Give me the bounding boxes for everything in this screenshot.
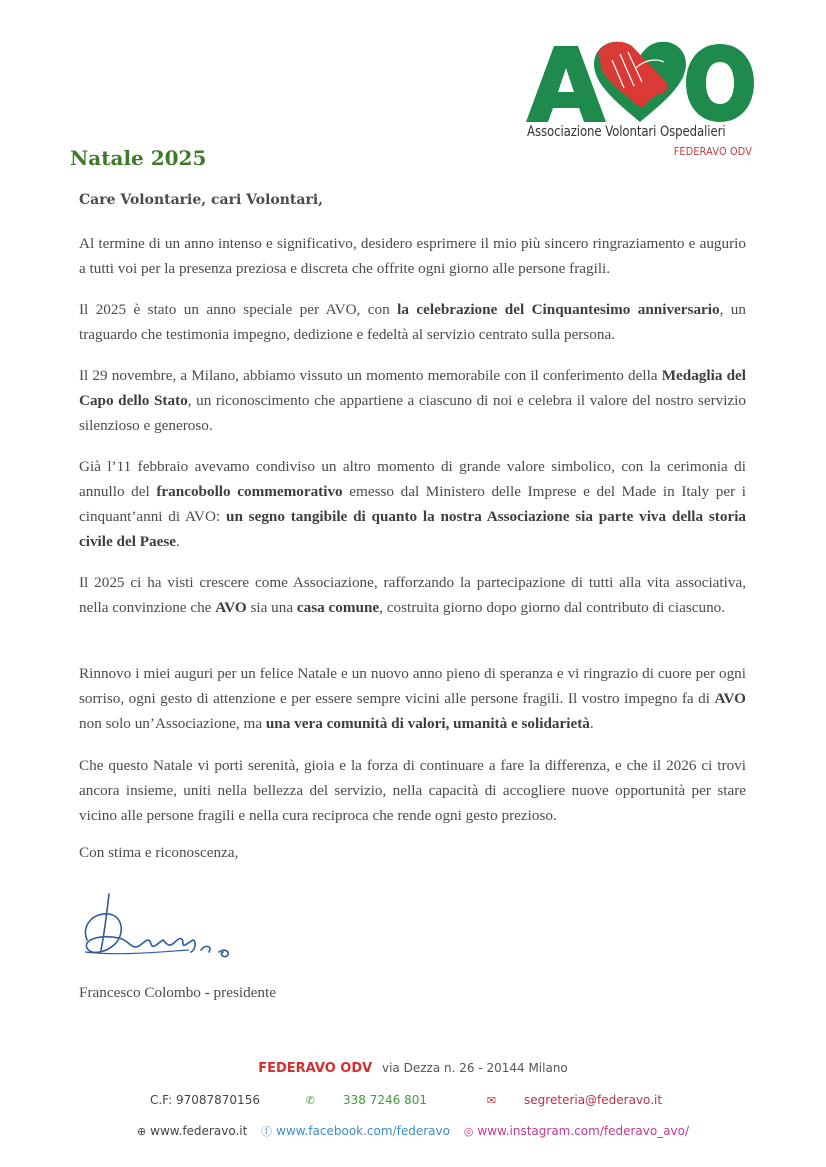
signer-name: Francesco Colombo - presidente xyxy=(79,984,276,1001)
globe-icon: ⊕ xyxy=(136,1125,147,1138)
paragraph xyxy=(79,753,746,828)
paragraph xyxy=(79,570,746,620)
bold-text: un segno tangibile di quanto la nostra Associazione sia parte viva della storia civile del Paese xyxy=(79,508,747,550)
footer-address-line xyxy=(0,1061,826,1076)
avo-logo-mark xyxy=(524,38,756,124)
avo-logo xyxy=(524,38,756,163)
bold-text: Medaglia del Capo dello Stato xyxy=(79,367,746,409)
bold-text: AVO xyxy=(714,690,746,707)
logo-org-tag: FEDERAVO ODV xyxy=(673,145,752,158)
salutation: Care Volontarie, cari Volontari, xyxy=(79,192,324,208)
text-run: Il 2025 è stato un anno speciale per AVO, con xyxy=(79,301,398,318)
paragraph xyxy=(79,297,746,347)
phone-icon: ✆ xyxy=(305,1094,316,1107)
text-run: Il 2025 ci ha visti crescere come Associazione, rafforzando la partecipazione di tutti alla vita associativa, nella convinzione che xyxy=(79,574,746,616)
bold-text: una vera comunità di valori, umanità e solidarietà xyxy=(265,715,590,732)
bold-text: casa comune xyxy=(296,599,380,616)
footer-phone-number: 338 7246 801 xyxy=(343,1093,427,1107)
text-run: Il 29 novembre, a Milano, abbiamo vissuto un momento memorabile con il conferimento della xyxy=(79,367,662,384)
text-run: Che questo Natale vi porti serenità, gioia e la forza di continuare a fare la differenza, e che il 2026 ci trovi ancora insieme, uniti nella bellezza del servizio, nella capacità di accogliere nuove opportunità per stare vicino alle persone fragili e nella cura reciproca che rende ogni gesto prezioso. xyxy=(79,757,746,824)
paragraph xyxy=(79,454,746,554)
closing-line: Con stima e riconoscenza, xyxy=(79,844,239,861)
instagram-url: www.instagram.com/federavo_avo/ xyxy=(477,1124,690,1138)
text-run: sia una xyxy=(246,599,297,616)
paragraph xyxy=(79,363,746,438)
instagram-icon: ◎ xyxy=(463,1125,474,1138)
text-run: . xyxy=(589,715,594,732)
facebook-icon: ⓕ xyxy=(261,1125,273,1138)
footer-email-link[interactable] xyxy=(473,1093,676,1107)
footer-tax-code: C.F: 97087870156 xyxy=(149,1093,260,1107)
bold-text: francobollo commemorativo xyxy=(156,483,343,500)
text-run: , un traguardo che testimonia impegno, dedizione e fedeltà al servizio centrato sulla persona. xyxy=(79,301,746,343)
paragraph xyxy=(79,661,746,736)
letter-title: Natale 2025 xyxy=(70,146,207,170)
footer-links-line xyxy=(0,1123,826,1139)
paragraph xyxy=(79,231,746,281)
footer-contact-line xyxy=(0,1093,826,1107)
text-run: emesso dal Ministero delle Imprese e del Made in Italy per i cinquant’anni di AVO: xyxy=(79,483,747,525)
facebook-link[interactable] xyxy=(261,1124,454,1138)
text-run: . xyxy=(176,533,180,550)
text-run: non solo un’Associazione, ma xyxy=(79,715,266,732)
logo-letter-o xyxy=(686,44,754,122)
footer-org: FEDERAVO ODV xyxy=(258,1061,373,1076)
logo-subtitle: Associazione Volontari Ospedalieri xyxy=(527,124,726,140)
text-run: Al termine di un anno intenso e significativo, desidero esprimere il mio più sincero ringraziamento e augurio a tutti voi per la presenza preziosa e discreta che offrite ogni giorno alle persone fragili. xyxy=(79,235,746,277)
bold-text: AVO xyxy=(215,599,247,616)
text-run: Rinnovo i miei auguri per un felice Natale e un nuovo anno pieno di speranza e vi ringrazio di cuore per ogni sorriso, ogni gesto di attenzione e per essere sempre vicini alle persone fragili. Il vostro impegno fa di xyxy=(79,665,746,707)
text-run: , costruita giorno dopo giorno dal contributo di ciascuno. xyxy=(379,599,726,616)
envelope-icon: ✉ xyxy=(486,1094,497,1107)
footer-email: segreteria@federavo.it xyxy=(524,1093,663,1107)
signature-icon xyxy=(79,890,244,970)
text-run: Già l’11 febbraio avevamo condiviso un altro momento di grande valore simbolico, con la cerimonia di annullo del xyxy=(79,458,746,500)
footer-phone[interactable] xyxy=(292,1093,445,1107)
text-run: , un riconoscimento che appartiene a ciascuno di noi e celebra il valore del nostro servizio silenzioso e generoso. xyxy=(79,392,746,434)
instagram-link[interactable] xyxy=(464,1124,689,1138)
facebook-url: www.facebook.com/federavo xyxy=(276,1124,450,1138)
website-link[interactable] xyxy=(137,1124,251,1138)
footer-address: via Dezza n. 26 - 20144 Milano xyxy=(382,1061,568,1075)
website-url: www.federavo.it xyxy=(150,1124,248,1138)
logo-letter-a xyxy=(526,46,606,122)
bold-text: la celebrazione del Cinquantesimo anniversario xyxy=(397,301,720,318)
